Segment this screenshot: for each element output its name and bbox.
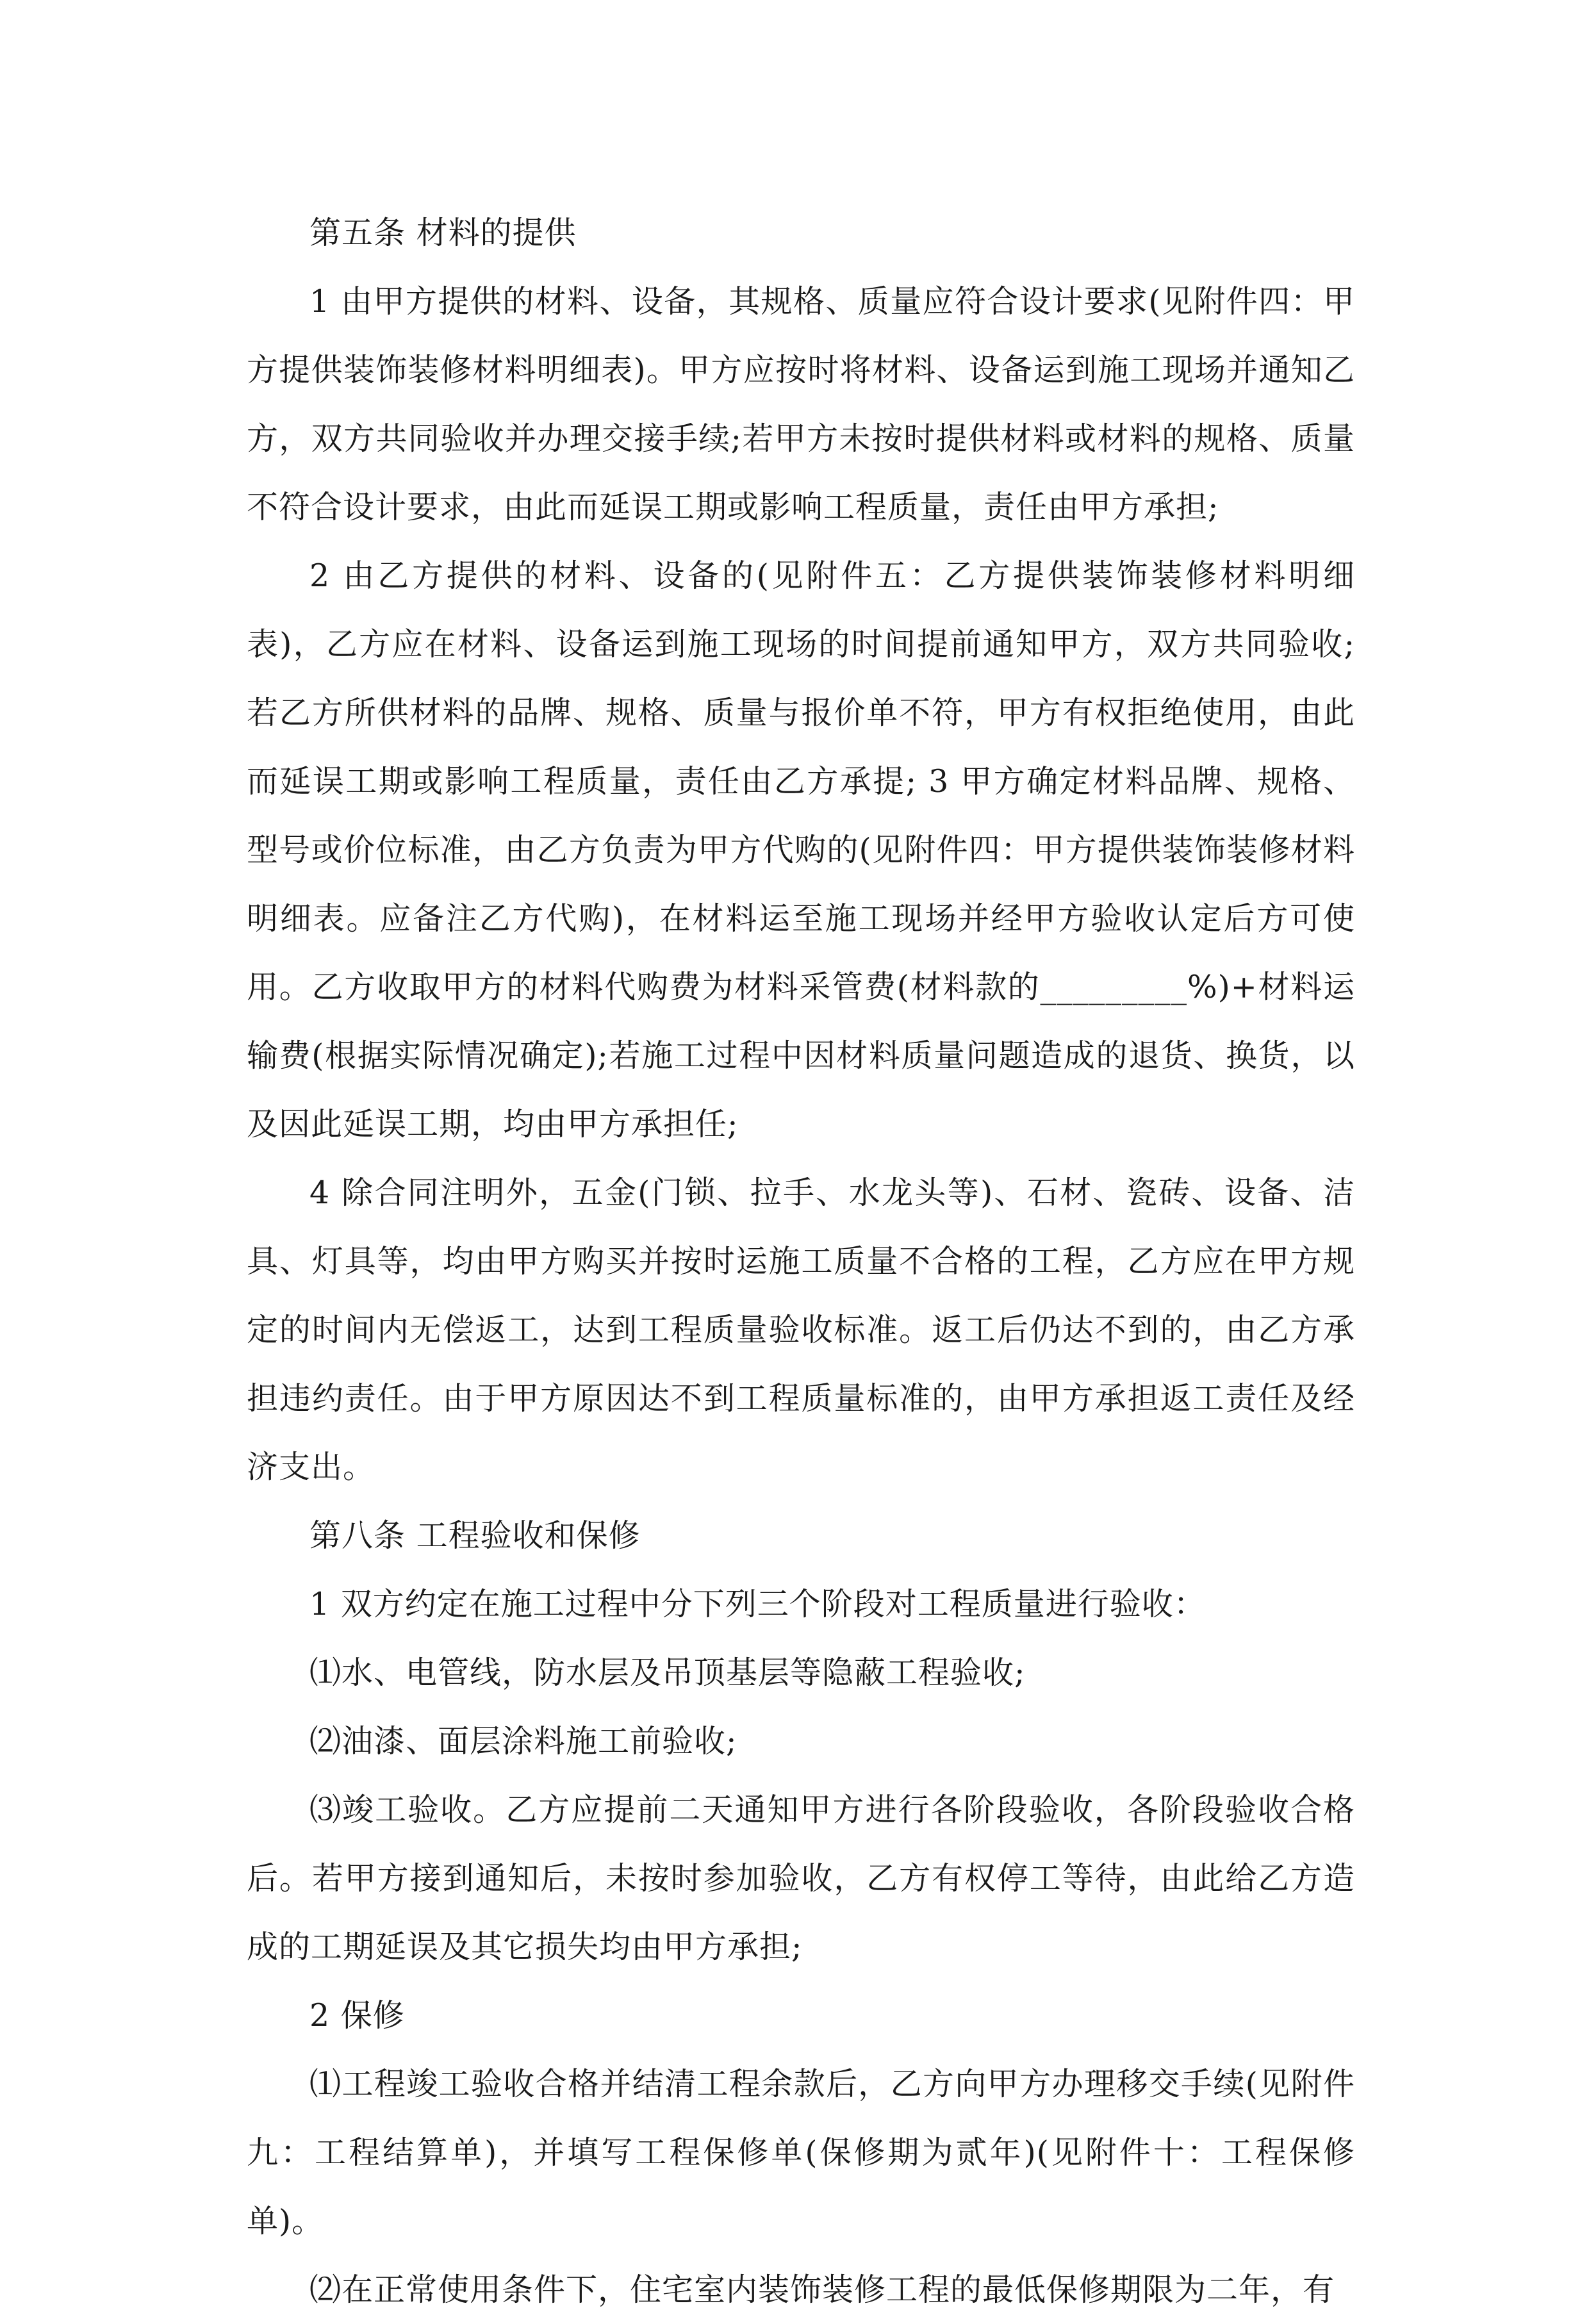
paragraph-stage-2: ⑵油漆、面层涂料施工前验收; xyxy=(309,1723,737,1759)
paragraph-clause-4: 4 除合同注明外，五金(门锁、拉手、水龙头等)、石材、瓷砖、设备、洁具、灯具等，均由甲方购买并按时运施工质量不合格的工程，乙方应在甲方规定的时间内无偿返工，达到工程质量验收标准。返工后仍达不到的，由乙方承担违约责任。由于甲方原因达不到工程质量标准的，由甲方承担返工责任及经济支出。 xyxy=(247,1174,1355,1485)
document-body xyxy=(247,199,1355,2324)
paragraph-clause-1: 1 由甲方提供的材料、设备，其规格、质量应符合设计要求(见附件四：甲方提供装饰装修材料明细表)。甲方应按时将材料、设备运到施工现场并通知乙方，双方共同验收并办理交接手续;若甲方未按时提供材料或材料的规格、质量不符合设计要求，由此而延误工期或影响工程质量，责任由甲方承担; xyxy=(247,283,1355,525)
paragraph-stage-3: ⑶竣工验收。乙方应提前二天通知甲方进行各阶段验收，各阶段验收合格后。若甲方接到通知后，未按时参加验收，乙方有权停工等待，由此给乙方造成的工期延误及其它损失均由甲方承担; xyxy=(247,1792,1355,1965)
paragraph-clause-2: 2 由乙方提供的材料、设备的(见附件五：乙方提供装饰装修材料明细表)，乙方应在材料、设备运到施工现场的时间提前通知甲方，双方共同验收;若乙方所供材料的品牌、规格、质量与报价单不符，甲方有权拒绝使用，由此而延误工期或影响工程质量，责任由乙方承提; 3 甲方确定材料品牌、规格、型号或价位标准，由乙方负责为甲方代购的(见附件四：甲方提供装饰装修材料明细表。应备注乙方代购)，在材料运至施工现场并经甲方验收认定后方可使用。乙方收取甲方的材料代购费为材料采管费(材料款的_________%)+材料运输费(根据实际情况确定);若施工过程中因材料质量问题造成的退货、换货，以及因此延误工期，均由甲方承担任; xyxy=(247,557,1355,1142)
section-heading-article-8: 第八条 工程验收和保修 xyxy=(309,1517,641,1554)
paragraph-acceptance-stages: 1 双方约定在施工过程中分下列三个阶段对工程质量进行验收： xyxy=(309,1586,1206,1622)
paragraph-warranty-heading: 2 保修 xyxy=(309,1997,405,2034)
paragraph-warranty-2: ⑵在正常使用条件下，住宅室内装饰装修工程的最低保修期限为二年，有 xyxy=(309,2271,1335,2308)
paragraph-stage-1: ⑴水、电管线，防水层及吊顶基层等隐蔽工程验收; xyxy=(309,1654,1026,1691)
paragraph-warranty-1: ⑴工程竣工验收合格并结清工程余款后，乙方向甲方办理移交手续(见附件九：工程结算单)，并填写工程保修单(保修期为贰年)(见附件十：工程保修单)。 xyxy=(247,2066,1355,2239)
section-heading-article-5: 第五条 材料的提供 xyxy=(309,215,577,251)
